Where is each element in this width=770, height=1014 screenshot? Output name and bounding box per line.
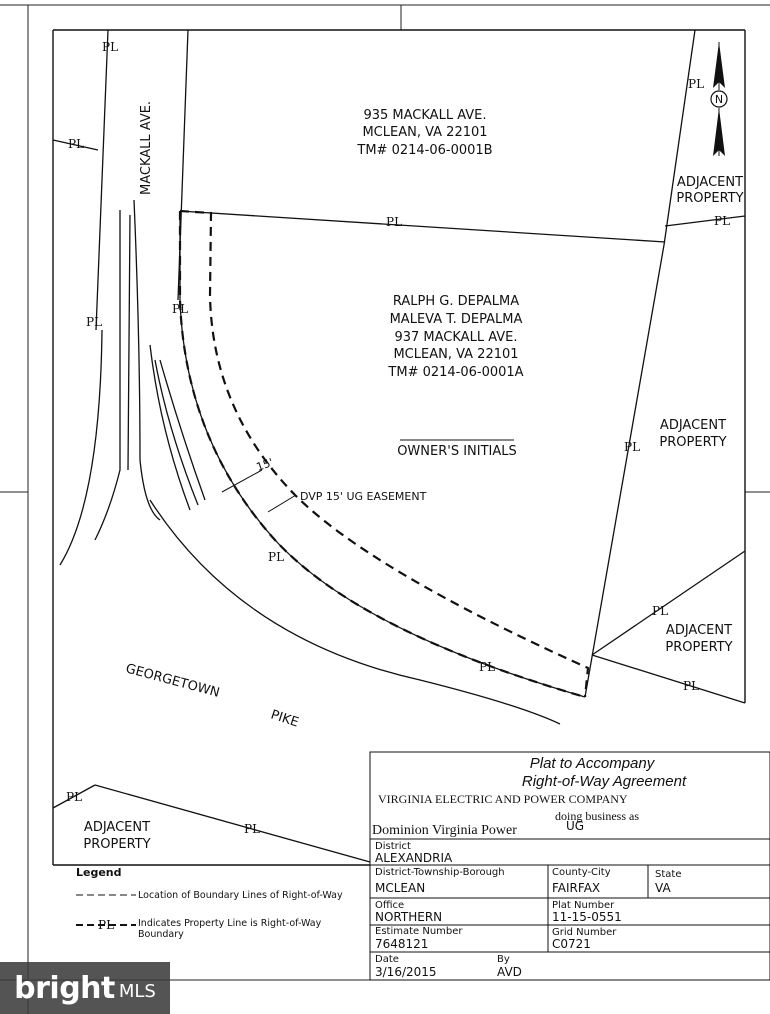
plat-number-value: 11-15-0551 bbox=[552, 910, 622, 924]
title-block-text bbox=[372, 755, 687, 979]
legend-item2-line1: Indicates Property Line is Right-of-Way bbox=[138, 918, 322, 929]
county-label: County-City bbox=[552, 867, 611, 878]
adjacent-word2: PROPERTY bbox=[665, 640, 733, 655]
plat-title-line1: Plat to Accompany bbox=[529, 755, 655, 772]
parcel-north-line2: MCLEAN, VA 22101 bbox=[362, 125, 488, 140]
parcel-subject-line5: TM# 0214-06-0001A bbox=[388, 365, 524, 380]
watermark-brand: bright bbox=[14, 970, 115, 1006]
adjacent-word1: ADJACENT bbox=[665, 623, 733, 638]
district-label: District bbox=[375, 841, 411, 852]
plat-title-line2: Right-of-Way Agreement bbox=[521, 773, 687, 790]
adjacent-word1: ADJACENT bbox=[659, 418, 727, 433]
dtb-label: District-Township-Borough bbox=[375, 867, 505, 878]
parcel-subject-line4: MCLEAN, VA 22101 bbox=[393, 347, 519, 362]
brightmls-watermark bbox=[0, 962, 170, 1014]
easement-width-label: 15' bbox=[254, 455, 276, 474]
adjacent-word2: PROPERTY bbox=[83, 837, 151, 852]
north-arrow-icon bbox=[711, 42, 727, 156]
state-value: VA bbox=[655, 881, 671, 895]
easement-label: DVP 15' UG EASEMENT bbox=[300, 490, 427, 503]
pl-marker: PL bbox=[268, 550, 285, 564]
parcel-subject-line2: MALEVA T. DEPALMA bbox=[389, 312, 523, 327]
pl-marker: PL bbox=[172, 302, 189, 316]
pl-marker: PL bbox=[688, 77, 705, 91]
owners-initials-label: OWNER'S INITIALS bbox=[397, 444, 517, 459]
legend-item2-line2: Boundary bbox=[138, 929, 184, 940]
grid-value: C0721 bbox=[552, 937, 591, 951]
adjacent-label-top-right bbox=[676, 175, 743, 206]
pl-marker: PL bbox=[479, 660, 496, 674]
north-arrow-label: N bbox=[714, 93, 724, 106]
street-label-pike: PIKE bbox=[268, 707, 301, 731]
parcel-north-line3: TM# 0214-06-0001B bbox=[357, 143, 493, 158]
parcel-subject-line3: 937 MACKALL AVE. bbox=[394, 330, 518, 345]
date-value: 3/16/2015 bbox=[375, 965, 437, 979]
adjacent-word1: ADJACENT bbox=[83, 820, 151, 835]
by-label: By bbox=[497, 954, 510, 965]
plat-number-label: Plat Number bbox=[552, 900, 615, 911]
street-label-mackall: MACKALL AVE. bbox=[139, 100, 154, 195]
parcel-north-line1: 935 MACKALL AVE. bbox=[363, 108, 487, 123]
by-value: AVD bbox=[497, 965, 522, 979]
pl-marker: PL bbox=[244, 822, 261, 836]
dba-name: Dominion Virginia Power bbox=[372, 823, 517, 838]
pl-marker: PL bbox=[652, 604, 669, 618]
pl-marker: PL bbox=[624, 440, 641, 454]
parcel-subject-label bbox=[387, 294, 523, 380]
dtb-value: MCLEAN bbox=[375, 881, 426, 895]
company-name: VIRGINIA ELECTRIC AND POWER COMPANY bbox=[378, 792, 628, 806]
office-value: NORTHERN bbox=[375, 910, 443, 924]
pl-marker: PL bbox=[386, 215, 403, 229]
parcel-subject-line1: RALPH G. DEPALMA bbox=[392, 294, 520, 309]
office-label: Office bbox=[375, 900, 405, 911]
county-value: FAIRFAX bbox=[552, 881, 601, 895]
pl-marker: PL bbox=[86, 315, 103, 329]
adjacent-label-right bbox=[659, 418, 726, 450]
estimate-label: Estimate Number bbox=[375, 926, 463, 937]
doing-business-as: doing business as bbox=[555, 809, 639, 823]
pl-marker: PL bbox=[683, 679, 700, 693]
adjacent-word2: PROPERTY bbox=[676, 191, 744, 206]
date-label: Date bbox=[375, 954, 399, 965]
grid-label: Grid Number bbox=[552, 927, 617, 938]
watermark-suffix: MLS bbox=[118, 980, 156, 1002]
legend-item1: Location of Boundary Lines of Right-of-Way bbox=[138, 890, 343, 901]
estimate-value: 7648121 bbox=[375, 937, 429, 951]
adjacent-label-lower-right bbox=[665, 623, 732, 655]
legend-title: Legend bbox=[76, 866, 122, 879]
easement-dimension bbox=[222, 470, 296, 512]
pl-marker: PL bbox=[68, 137, 85, 151]
street-label-georgetown: GEORGETOWN bbox=[123, 661, 222, 701]
pl-marker: PL bbox=[66, 790, 83, 804]
adjacent-word2: PROPERTY bbox=[659, 435, 727, 450]
parcel-north-label bbox=[356, 108, 492, 158]
legend bbox=[76, 866, 343, 940]
easement-boundary bbox=[180, 211, 588, 697]
adjacent-label-bottom-left bbox=[83, 820, 150, 852]
pl-marker: PL bbox=[714, 214, 731, 228]
state-label: State bbox=[655, 869, 682, 880]
district-value: ALEXANDRIA bbox=[375, 851, 453, 865]
adjacent-word1: ADJACENT bbox=[676, 175, 744, 190]
pl-marker: PL bbox=[102, 40, 119, 54]
legend-pl-marker: PL bbox=[98, 918, 115, 932]
ug-label: UG bbox=[566, 819, 585, 833]
